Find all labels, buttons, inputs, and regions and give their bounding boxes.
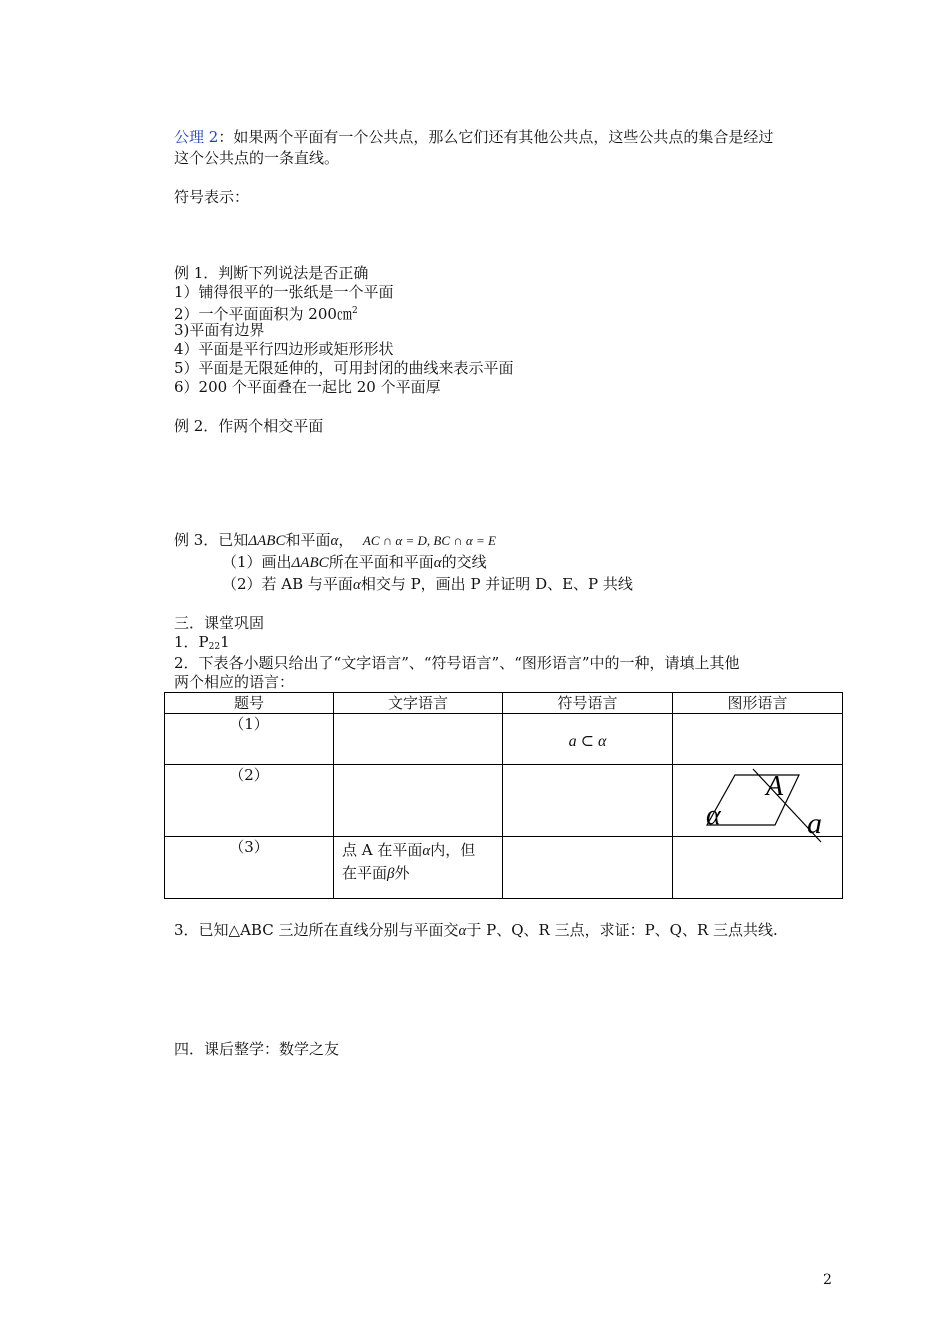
- q2-suffix: 相交与 P，画出 P 并证明 D、E、P 共线: [360, 575, 633, 593]
- row1-text[interactable]: [334, 714, 503, 765]
- row3-l1-suffix: 内，但: [430, 841, 476, 859]
- row2-symbol[interactable]: [503, 765, 673, 837]
- row3-alpha: α: [422, 843, 431, 859]
- q1-suffix: 所在平面和平面: [328, 553, 434, 571]
- section3-item2-line2: 两个相应的语言：: [174, 673, 295, 691]
- header-figure-lang: 图形语言: [673, 693, 843, 714]
- alpha-symbol-3: α: [352, 577, 361, 593]
- item3-suffix: 于 P、Q、R 三点，求证：P、Q、R 三点共线.: [466, 921, 778, 939]
- header-symbol-lang: 符号语言: [503, 693, 673, 714]
- table-row: [165, 765, 843, 837]
- symbol-representation-label: 符号表示：: [174, 188, 250, 206]
- table-header-row: [165, 693, 843, 714]
- row2-no-text: （2）: [229, 766, 269, 784]
- row3-no: [165, 837, 334, 899]
- row3-text-line2: [342, 862, 502, 885]
- item1-sub: 22: [208, 642, 221, 652]
- example1-item-3: 3)平面有边界: [174, 321, 265, 339]
- ex3-mid: 和平面: [285, 531, 331, 549]
- section4-title: 四．课后整学：数学之友: [174, 1040, 340, 1058]
- section3-title: 三．课堂巩固: [174, 614, 265, 632]
- area-unit-sup: 2: [351, 306, 358, 316]
- page-number: 2: [823, 1272, 832, 1288]
- q2-prefix: （2）若 AB 与平面: [222, 575, 353, 593]
- example1-item-2-text: 2）一个平面面积为 200: [174, 305, 337, 323]
- axiom-text-1: ：如果两个平面有一个公共点，那么它们还有其他公共点，这些公共点的集合是经过: [218, 128, 774, 146]
- row1-symbol-text: a ⊂ α: [568, 733, 607, 750]
- ex3-comma: ，: [338, 531, 354, 549]
- row3-l1-prefix: 点 A 在平面: [342, 841, 423, 859]
- plane-line-figure: [673, 765, 842, 840]
- example1-item-6: 6）200 个平面叠在一起比 20 个平面厚: [174, 378, 441, 396]
- header-text-lang: 文字语言: [334, 693, 503, 714]
- example2-title: 例 2．作两个相交平面: [174, 417, 324, 435]
- q1-prefix: （1）画出: [222, 553, 292, 571]
- ex3-prefix: 例 3．已知: [174, 531, 249, 549]
- plane-parallelogram: [707, 775, 799, 825]
- row3-text[interactable]: [334, 837, 503, 899]
- axiom-line-2: 这个公共点的一条直线。: [174, 149, 340, 167]
- row1-no: [165, 714, 334, 765]
- point-a-label: A: [766, 771, 784, 802]
- row1-figure[interactable]: [673, 714, 843, 765]
- triangle-abc: ΔABC: [248, 533, 286, 549]
- row3-l2-suffix: 外: [394, 864, 410, 882]
- row3-text-line1: [342, 839, 502, 862]
- section3-item2-line1: 2．下表各小题只给出了“文字语言”、“符号语言”、“图形语言”中的一种，请填上其他: [174, 654, 740, 672]
- plane-alpha-label: α: [706, 800, 721, 831]
- item3-alpha: α: [458, 923, 467, 939]
- row1-no-text: （1）: [229, 715, 269, 733]
- row2-figure: [673, 765, 843, 840]
- table-row: [165, 714, 843, 765]
- example3-q2: [222, 575, 633, 595]
- row3-no-text: （3）: [229, 838, 269, 856]
- item1-suffix: 1: [220, 633, 230, 651]
- alpha-symbol-2: α: [433, 555, 442, 571]
- triangle-abc-2: ΔABC: [291, 555, 329, 571]
- alpha-symbol: α: [330, 533, 339, 549]
- row3-figure[interactable]: [673, 837, 843, 899]
- area-unit: ㎝: [336, 305, 352, 323]
- row1-symbol[interactable]: [503, 714, 673, 765]
- item3-statement: [174, 921, 778, 941]
- line-a-label: a: [807, 807, 822, 840]
- row3-symbol[interactable]: [503, 837, 673, 899]
- example3-q1: [222, 553, 487, 573]
- axiom-line-1: [174, 128, 773, 147]
- q1-end: 的交线: [441, 553, 487, 571]
- row2-text[interactable]: [334, 765, 503, 837]
- example1-title: 例 1．判断下列说法是否正确: [174, 264, 369, 282]
- row3-l2-prefix: 在平面: [342, 864, 388, 882]
- header-no: 题号: [165, 693, 334, 714]
- language-table: [164, 692, 843, 899]
- ex3-condition: AC ∩ α = D, BC ∩ α = E: [362, 533, 496, 548]
- item1-prefix: 1．P: [174, 633, 209, 651]
- item3-prefix: 3．已知△ABC 三边所在直线分别与平面交: [174, 921, 459, 939]
- example3-line: [174, 531, 496, 551]
- row3-beta: β: [387, 866, 395, 882]
- example1-item-1: 1）铺得很平的一张纸是一个平面: [174, 283, 394, 301]
- row3-text-content: [334, 837, 502, 885]
- row2-no: [165, 765, 334, 837]
- table-row: [165, 837, 843, 899]
- example1-item-5: 5）平面是无限延伸的，可用封闭的曲线来表示平面: [174, 359, 514, 377]
- axiom-label: 公理 2: [174, 128, 219, 146]
- example1-item-4: 4）平面是平行四边形或矩形形状: [174, 340, 394, 358]
